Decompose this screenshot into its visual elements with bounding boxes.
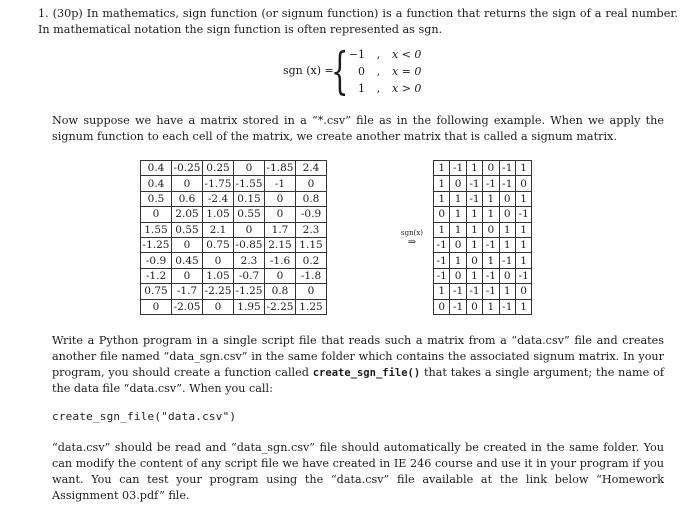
matrix-cell: 1 [483,299,499,314]
matrix-cell: 1 [515,222,531,237]
formula-lhs: sgn (x) = [283,64,334,77]
matrix-cell: -1.2 [141,268,172,283]
matrix-cell: 2.3 [296,222,327,237]
matrix-cell: -1.6 [265,253,296,268]
matrix-cell: 2.4 [296,161,327,176]
input-matrix-table [140,160,327,315]
sgn-arrow [397,229,427,247]
matrix-cell: -0.25 [172,161,203,176]
matrix-cell: -1 [466,284,482,299]
matrix-cell: 0 [141,207,172,222]
matrix-cell: 0 [466,253,482,268]
matrix-cell: 1 [515,299,531,314]
matrix-cell: 1.05 [203,207,234,222]
matrix-cell: 0 [296,284,327,299]
code-call: create_sgn_file("data.csv") [52,410,237,423]
matrix-cell: 1 [434,191,450,206]
paragraph-instructions: “data.csv” should be read and “data_sgn.csv” file should automatically be created in the same folder. You can modify the content of any script file we have created in IE 246 course and use it in your program if you want. You can test your program using the “data.csv” file available at the link below “Homework Assignment 03.pdf” file. [52,441,664,502]
input-matrix-row [141,253,327,268]
matrix-cell: -0.9 [141,253,172,268]
matrix-cell: -0.9 [296,207,327,222]
matrix-cell: 0 [265,268,296,283]
matrix-cell: 1 [466,268,482,283]
matrix-cell: 0 [450,268,466,283]
formula-case-positive: 1 , x > 0 [358,82,422,95]
matrix-cell: 1 [515,161,531,176]
matrix-cell: 1.7 [265,222,296,237]
matrix-cell: -1 [515,268,531,283]
matrix-cell: 1 [450,191,466,206]
matrix-cell: 0 [203,253,234,268]
matrix-cell: -1.25 [234,284,265,299]
matrix-cell: 0.4 [141,176,172,191]
sign-function-formula [283,42,443,100]
matrix-cell: 1 [483,207,499,222]
input-matrix-row [141,237,327,252]
matrix-cell: 0.5 [141,191,172,206]
input-matrix-row [141,191,327,206]
paragraph-task: Write a Python program in a single script file that reads such a matrix from a “data.csv” file and creates another file named “data_sgn.csv” in the same folder which contains the associated signum matrix. In your program, you should create a function called create_sgn_file() that takes a single argument; the name of the data file “data.csv”. When you call: [52,334,665,395]
signum-matrix-table [433,160,532,315]
matrix-cell: -1.75 [203,176,234,191]
matrix-cell: -1 [483,268,499,283]
matrix-cell: 0 [172,237,203,252]
matrix-cell: -1 [450,299,466,314]
signum-matrix-row [434,253,532,268]
matrix-cell: -1 [483,237,499,252]
matrix-cell: 0 [265,207,296,222]
matrix-cell: 0 [450,176,466,191]
matrix-cell: 1.95 [234,299,265,314]
matrix-cell: -1 [499,176,515,191]
matrix-cell: 0 [515,176,531,191]
right-arrow-icon: ⇒ [407,237,417,248]
matrix-cell: 2.3 [234,253,265,268]
input-matrix-row [141,284,327,299]
matrix-cell: 0.25 [203,161,234,176]
matrix-cell: 1 [499,284,515,299]
matrix-cell: -2.05 [172,299,203,314]
matrix-cell: -1.85 [265,161,296,176]
matrix-cell: 1 [466,237,482,252]
matrix-cell: -1 [434,268,450,283]
matrix-cell: 0 [203,299,234,314]
input-matrix-row [141,268,327,283]
matrix-cell: -1.7 [172,284,203,299]
matrix-cell: 1.05 [203,268,234,283]
matrix-cell: -1 [450,284,466,299]
matrix-cell: 1.55 [141,222,172,237]
signum-matrix-row [434,284,532,299]
matrix-cell: -1.55 [234,176,265,191]
matrix-cell: 1 [434,222,450,237]
matrix-cell: 0 [434,299,450,314]
matrix-cell: 0 [499,268,515,283]
matrix-cell: -1 [466,191,482,206]
signum-matrix-row [434,299,532,314]
matrix-cell: 0.45 [172,253,203,268]
question-number: 1. [38,7,49,20]
matrix-cell: -1 [434,237,450,252]
matrix-cell: 1 [466,222,482,237]
sgn-arrow-label: sgn(x) [401,229,423,237]
matrix-cell: 0.75 [203,237,234,252]
matrix-cell: -1.8 [296,268,327,283]
formula-case-zero: 0 , x = 0 [358,65,422,78]
matrix-cell: 0 [172,268,203,283]
matrix-cell: 2.15 [265,237,296,252]
matrix-cell: 0 [296,176,327,191]
matrix-cell: 1 [450,253,466,268]
signum-matrix-row [434,176,532,191]
matrix-cell: 2.1 [203,222,234,237]
matrix-cell: 1 [434,176,450,191]
matrix-cell: 0 [234,161,265,176]
matrix-cell: -2.25 [265,299,296,314]
matrix-cell: -1 [434,253,450,268]
question-intro [38,6,678,38]
matrix-cell: -1 [499,161,515,176]
signum-matrix-row [434,161,532,176]
matrix-cell: 1 [499,237,515,252]
signum-matrix-row [434,268,532,283]
signum-matrix-row [434,222,532,237]
paragraph-matrix-intro: Now suppose we have a matrix stored in a “*.csv” file as in the following example. When we apply the signum function to each cell of the matrix, we create another matrix that is called a signum matrix. [52,114,664,143]
formula-case-negative: −1 , x < 0 [348,48,422,61]
matrix-cell: -1 [466,176,482,191]
matrix-cell: 0.2 [296,253,327,268]
signum-matrix-row [434,191,532,206]
matrix-cell: -1 [499,253,515,268]
matrix-cell: -1.25 [141,237,172,252]
question-intro-text: In mathematics, sign function (or signum function) is a function that returns the sign of a real number. In mathematical notation the sign function is often represented as sgn. [38,7,679,36]
matrix-cell: 2.05 [172,207,203,222]
input-matrix-row [141,161,327,176]
formula-brace: { [331,42,349,100]
matrix-cell: 1 [499,222,515,237]
matrix-cell: 0 [141,299,172,314]
matrix-cell: 1.15 [296,237,327,252]
matrix-cell: 1 [450,222,466,237]
matrix-cell: 0.6 [172,191,203,206]
matrix-cell: -0.7 [234,268,265,283]
matrix-cell: -2.25 [203,284,234,299]
matrix-cell: 1 [434,284,450,299]
matrix-cell: 1 [515,191,531,206]
matrix-cell: -1 [483,176,499,191]
signum-matrix-row [434,207,532,222]
matrix-cell: 0.8 [265,284,296,299]
matrix-cell: 0 [515,284,531,299]
matrix-cell: -1 [515,207,531,222]
input-matrix-row [141,176,327,191]
matrix-cell: 1 [483,191,499,206]
matrix-cell: 0 [499,207,515,222]
matrix-cell: 0 [265,191,296,206]
matrix-cell: 1 [483,253,499,268]
matrix-cell: 0 [450,237,466,252]
matrix-cell: 0.55 [172,222,203,237]
matrix-cell: 1 [466,161,482,176]
matrix-cell: -2.4 [203,191,234,206]
matrix-cell: -1 [450,161,466,176]
function-name-code: create_sgn_file() [312,367,421,379]
signum-matrix-row [434,237,532,252]
matrix-cell: -1 [499,299,515,314]
input-matrix-row [141,299,327,314]
matrix-cell: 0 [434,207,450,222]
matrix-cell: 0 [483,222,499,237]
input-matrix-row [141,207,327,222]
matrix-cell: -1 [265,176,296,191]
matrix-cell: 1 [450,207,466,222]
matrix-cell: 1 [515,253,531,268]
matrix-cell: 0 [466,299,482,314]
matrix-cell: -1 [483,284,499,299]
input-matrix-row [141,222,327,237]
matrix-cell: 0.8 [296,191,327,206]
matrix-cell: 0 [234,222,265,237]
matrix-cell: 1.25 [296,299,327,314]
matrix-cell: 1 [434,161,450,176]
matrix-cell: 1 [515,237,531,252]
matrix-cell: 1 [466,207,482,222]
matrix-cell: 0 [172,176,203,191]
matrix-cell: 0.75 [141,284,172,299]
matrix-cell: 0 [499,191,515,206]
question-points: (30p) [52,7,83,20]
matrix-cell: 0 [483,161,499,176]
matrix-cell: -0.85 [234,237,265,252]
matrix-cell: 0.4 [141,161,172,176]
matrix-cell: 0.15 [234,191,265,206]
matrix-cell: 0.55 [234,207,265,222]
